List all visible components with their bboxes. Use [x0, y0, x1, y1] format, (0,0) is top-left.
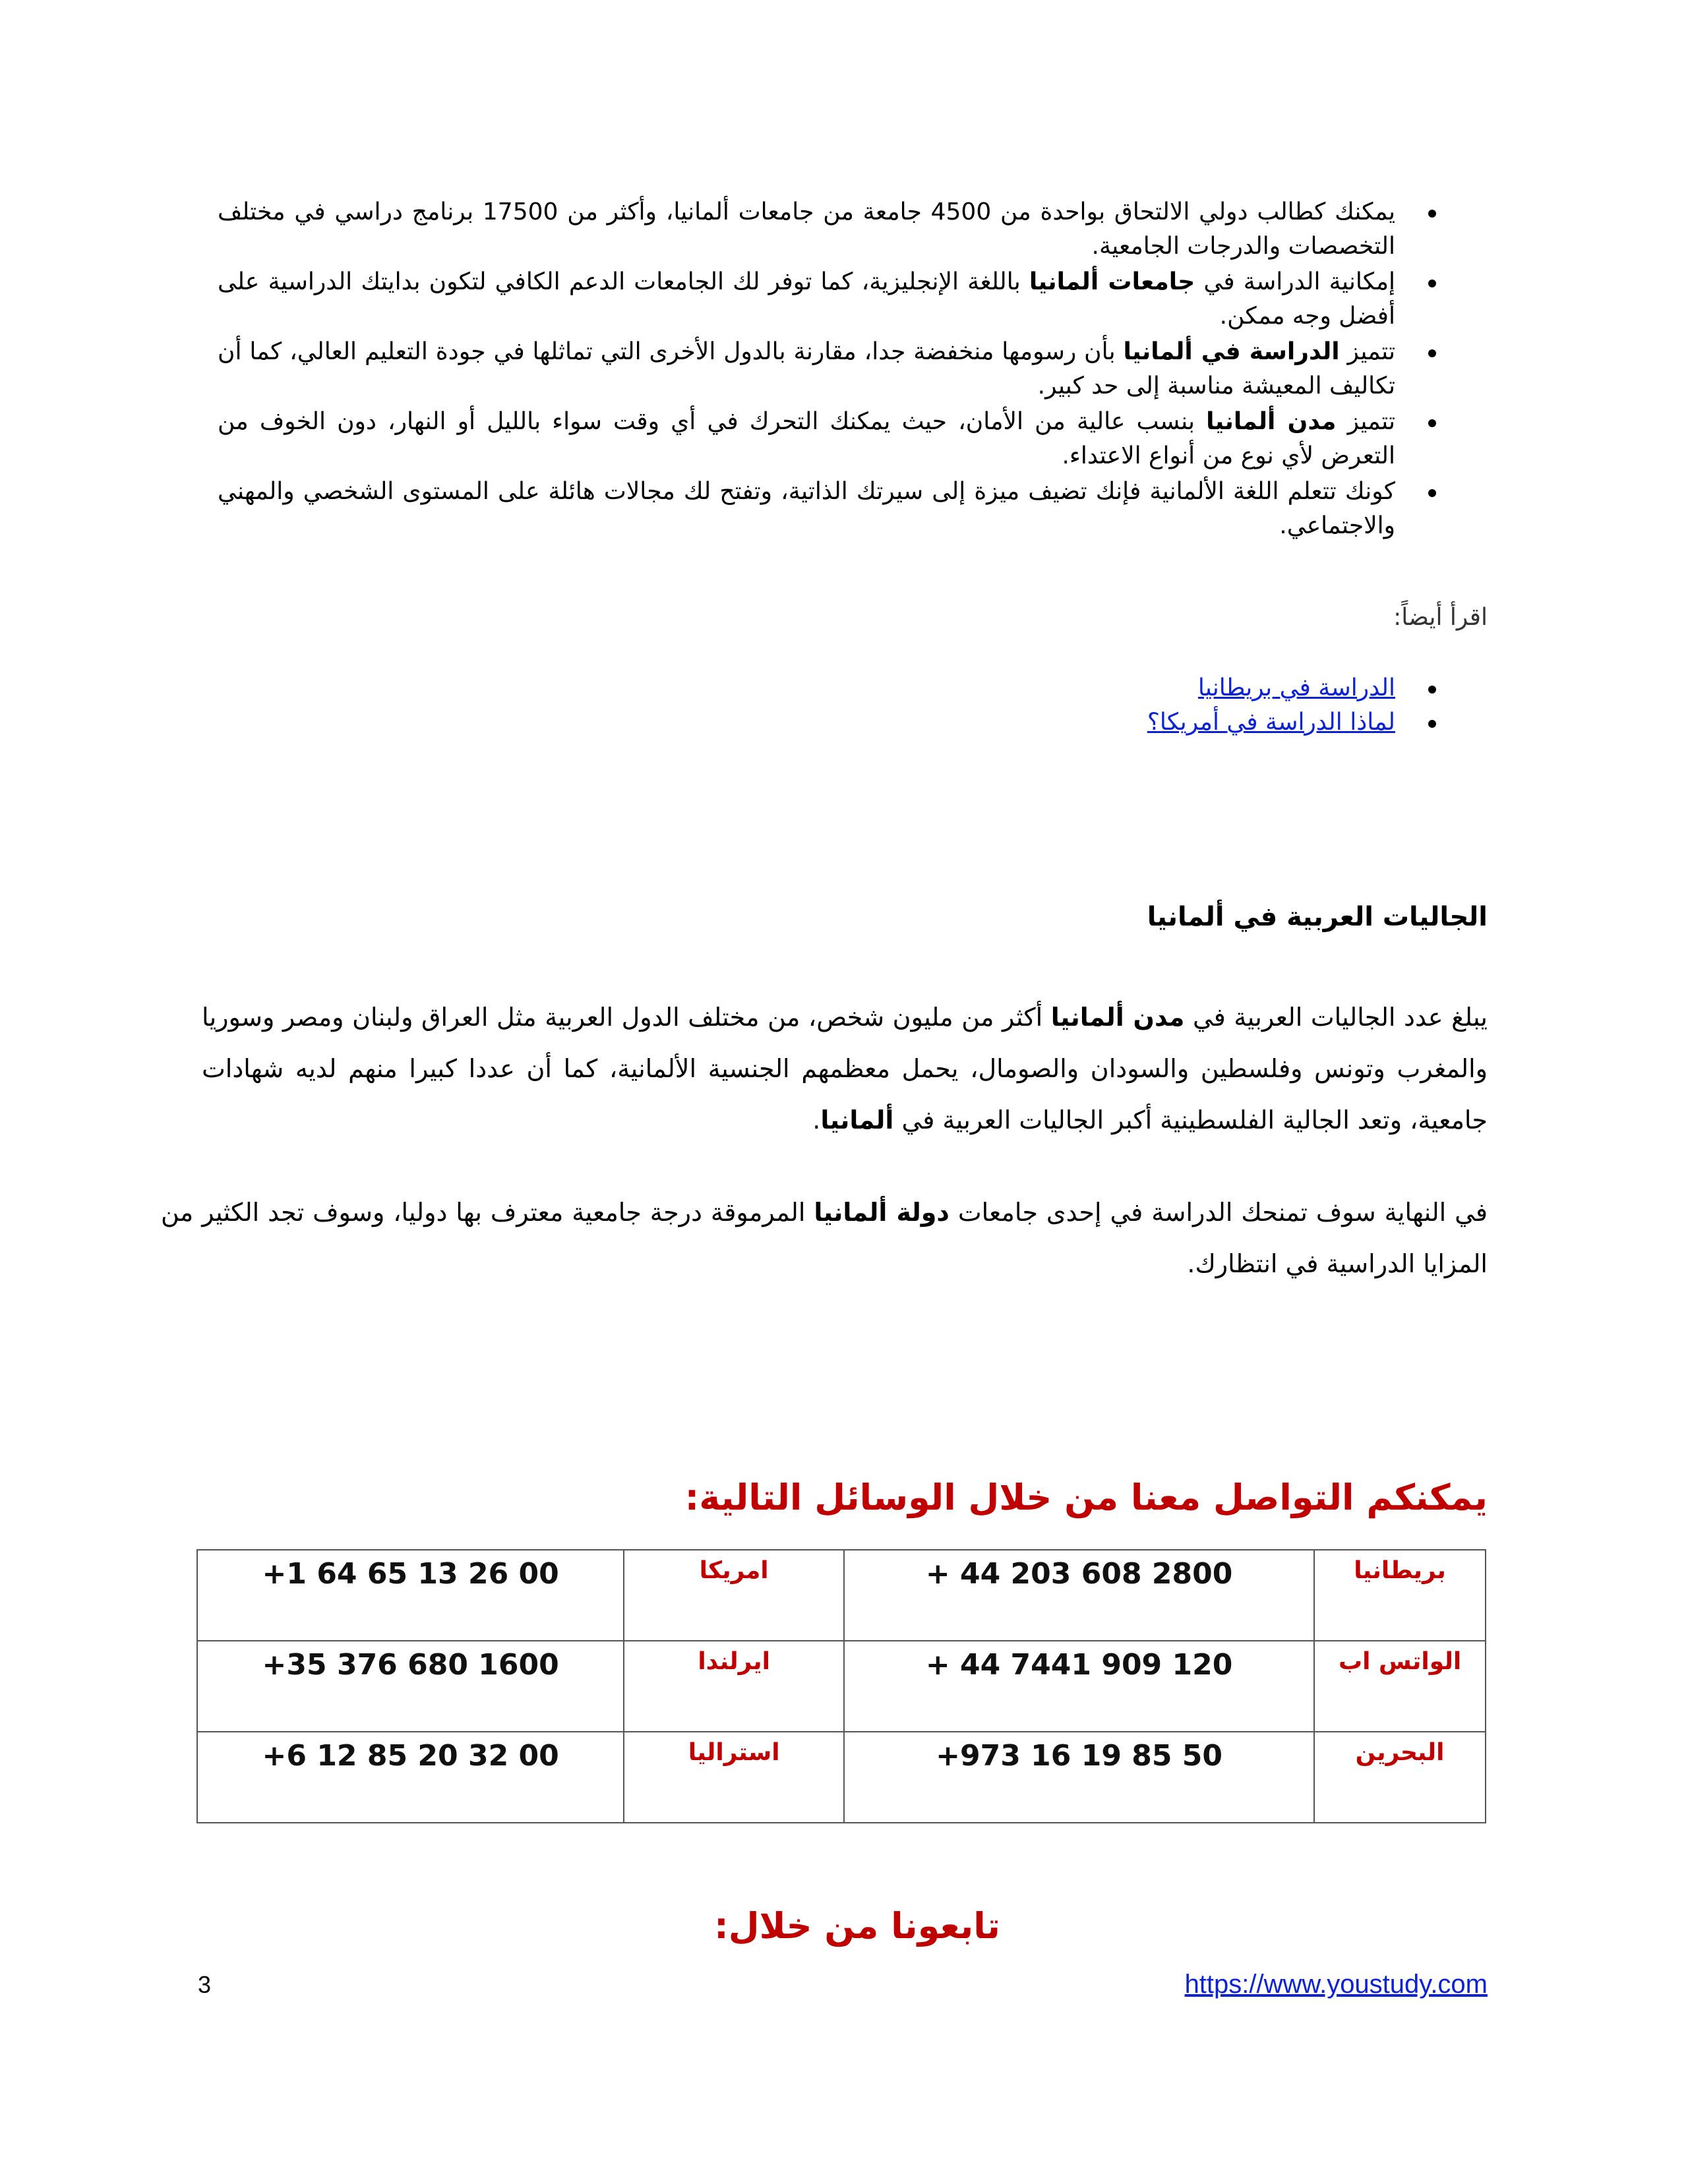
- benefits-list: [218, 195, 1395, 545]
- bullet-icon: [1428, 686, 1436, 694]
- link-study-in-britain[interactable]: الدراسة في بريطانيا: [1197, 674, 1395, 701]
- bullet-icon: [1428, 349, 1436, 357]
- contact-heading: يمكنكم التواصل معنا من خلال الوسائل التالية:: [684, 1477, 1488, 1518]
- country-cell: امريكا: [624, 1550, 844, 1641]
- country-cell: ايرلندا: [624, 1641, 844, 1732]
- link-why-study-in-america[interactable]: لماذا الدراسة في أمريكا؟: [1147, 709, 1395, 736]
- list-item: [218, 475, 1395, 543]
- bullet-icon: [1428, 720, 1436, 728]
- country-cell: الواتس اب: [1314, 1641, 1486, 1732]
- list-item: [218, 265, 1395, 334]
- table-row: [197, 1550, 1486, 1641]
- phone-cell: + 44 7441 909 120: [844, 1641, 1314, 1732]
- paragraph-conclusion: في النهاية سوف تمنحك الدراسة في إحدى جامعات دولة ألمانيا المرموقة درجة جامعية معترف بها دوليا، وسوف تجد الكثير من المزايا الدراسية في انتظارك.: [161, 1198, 1488, 1278]
- bullet-icon: [1428, 280, 1436, 287]
- list-item-text: إمكانية الدراسة في جامعات ألمانيا باللغة الإنجليزية، كما توفر لك الجامعات الدعم الكافي لتكون بدايتك الدراسية على أفضل وجه ممكن.: [218, 268, 1395, 330]
- list-item: [218, 195, 1395, 264]
- list-item-text: تتميز الدراسة في ألمانيا بأن رسومها منخفضة جدا، مقارنة بالدول الأخرى التي تماثلها في جودة التعليم العالي، كما أن تكاليف المعيشة مناسبة إلى حد كبير.: [218, 338, 1395, 399]
- list-item: [791, 671, 1395, 705]
- country-cell: البحرين: [1314, 1732, 1486, 1823]
- section-heading: الجاليات العربية في ألمانيا: [1147, 902, 1488, 932]
- phone-cell: +973 16 19 85 50: [844, 1732, 1314, 1823]
- bullet-icon: [1428, 489, 1436, 497]
- table-row: [197, 1641, 1486, 1732]
- follow-us-heading: تابعونا من خلال:: [714, 1905, 1000, 1947]
- footer-url-link[interactable]: https://www.youstudy.com: [1184, 1970, 1488, 1999]
- phone-cell: +35 376 680 1600: [197, 1641, 624, 1732]
- phone-cell: +6 12 85 20 32 00: [197, 1732, 624, 1823]
- list-item: [218, 335, 1395, 403]
- list-item-text: تتميز مدن ألمانيا بنسب عالية من الأمان، حيث يمكنك التحرك في أي وقت سواء بالليل أو النهار، دون الخوف من التعرض لأي نوع من أنواع الاعتداء.: [218, 408, 1395, 469]
- bullet-icon: [1428, 419, 1436, 427]
- table-row: [197, 1732, 1486, 1823]
- page-number: 3: [198, 1971, 212, 1998]
- list-item: [791, 705, 1395, 740]
- related-links-list: [791, 671, 1395, 740]
- list-item: [218, 405, 1395, 473]
- country-cell: استراليا: [624, 1732, 844, 1823]
- bullet-icon: [1428, 210, 1436, 218]
- list-item-text: كونك تتعلم اللغة الألمانية فإنك تضيف ميزة إلى سيرتك الذاتية، وتفتح لك مجالات هائلة على المستوى الشخصي والمهني والاجتماعي.: [218, 478, 1395, 539]
- phone-cell: +1 64 65 13 26 00: [197, 1550, 624, 1641]
- paragraph-arab-communities: يبلغ عدد الجاليات العربية في مدن ألمانيا أكثر من مليون شخص، من مختلف الدول العربية مثل العراق ولبنان ومصر وسوريا والمغرب وتونس وفلسطين والسودان والصومال، يحمل معظمهم الجنسية الألمانية، كما أن عددا كبيرا منهم لديه شهادات جامعية، وتعد الجالية الفلسطينية أكبر الجاليات العربية في ألمانيا.: [202, 1003, 1488, 1135]
- country-cell: بريطانيا: [1314, 1550, 1486, 1641]
- list-item-text: يمكنك كطالب دولي الالتحاق بواحدة من 4500 جامعة من جامعات ألمانيا، وأكثر من 17500 برنامج دراسي في مختلف التخصصات والدرجات الجامعية.: [218, 198, 1396, 260]
- read-also-label: اقرأ أيضاً:: [1393, 604, 1488, 631]
- phone-cell: + 44 203 608 2800: [844, 1550, 1314, 1641]
- contacts-table: [196, 1549, 1486, 1823]
